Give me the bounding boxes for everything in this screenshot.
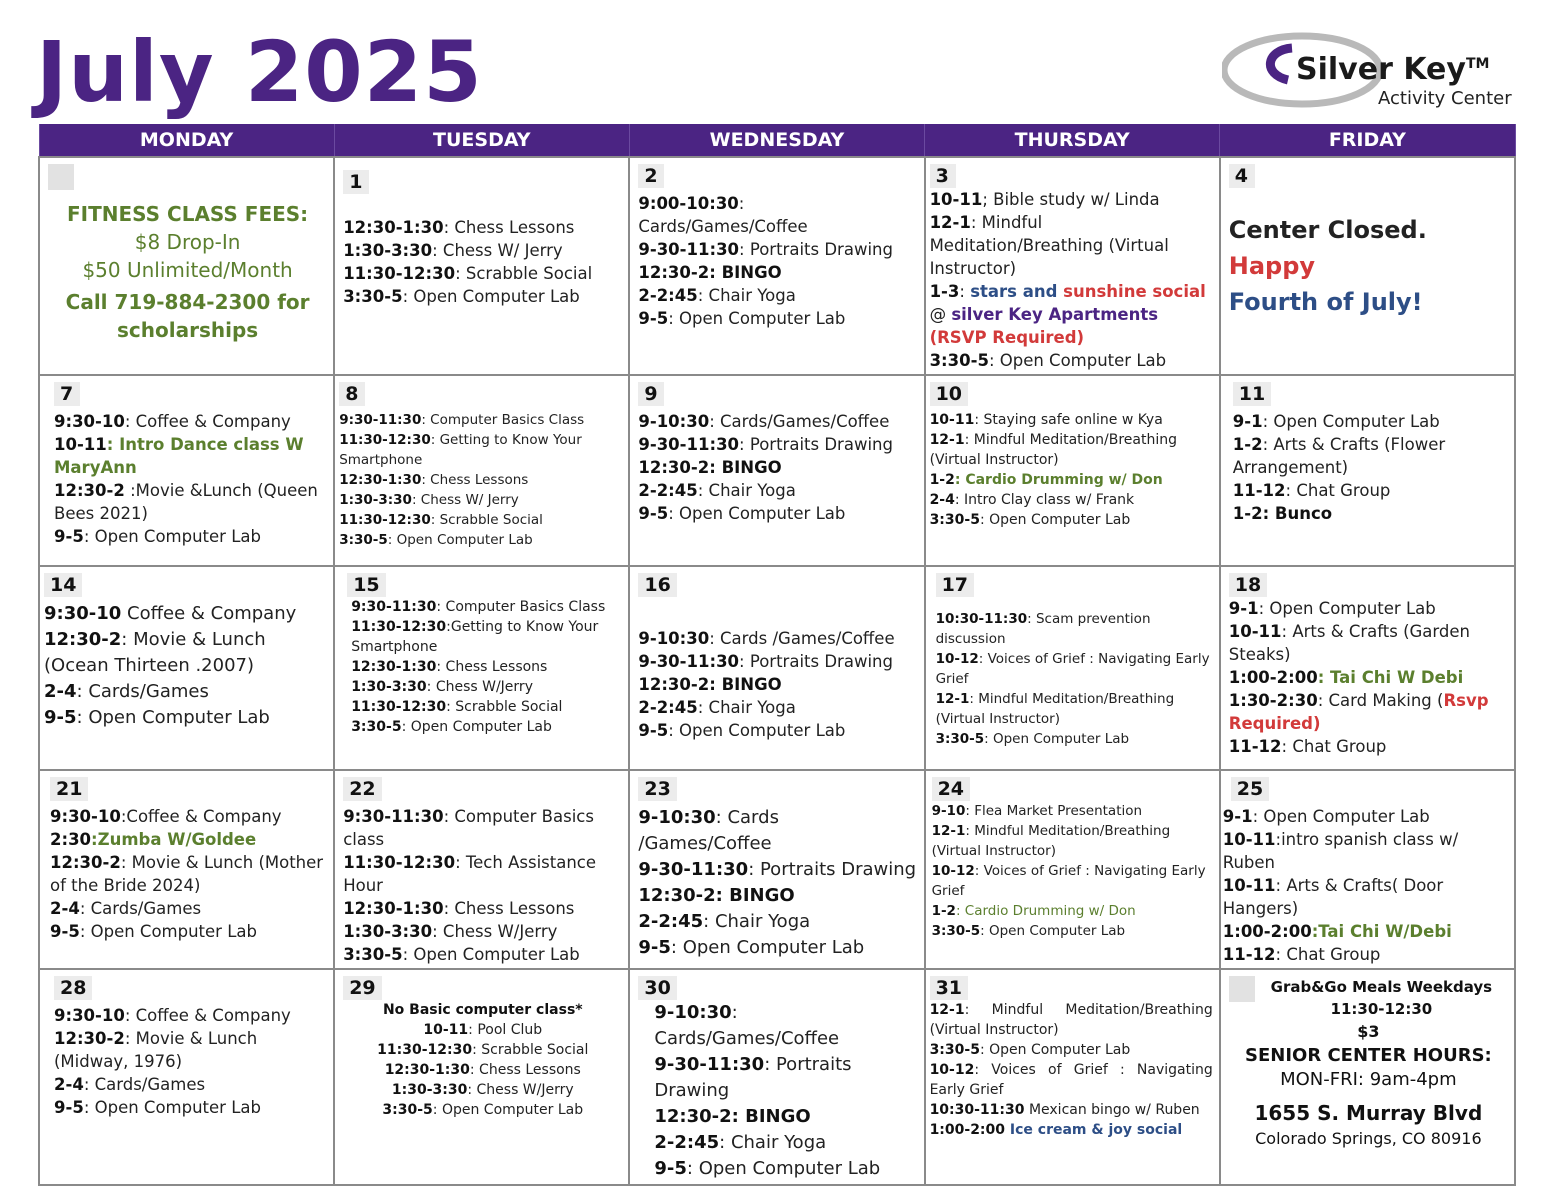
event: 9-30-11:30: Portraits Drawing bbox=[638, 652, 893, 671]
logo-subtitle: Activity Center bbox=[1378, 88, 1512, 109]
holiday-notice: Center Closed. Happy Fourth of July! bbox=[1228, 216, 1427, 316]
weekday-thursday: THURSDAY bbox=[925, 124, 1220, 157]
event: 9-1: Open Computer Lab bbox=[1228, 599, 1436, 618]
event: 10-11; Bible study w/ Linda bbox=[929, 190, 1160, 209]
event: 2-2:45: Chair Yoga bbox=[638, 911, 811, 932]
event: 12:30-1:30: Chess Lessons bbox=[351, 659, 548, 675]
center-info-cell bbox=[1220, 969, 1515, 1185]
event: 9-5: Open Computer Lab bbox=[50, 922, 257, 941]
day-number: 1 bbox=[343, 170, 369, 194]
event: 1:30-3:30: Chess W/Jerry bbox=[351, 679, 533, 695]
event: 1-2: Bunco bbox=[1232, 504, 1333, 523]
day-number: 17 bbox=[936, 573, 974, 597]
event: 9:30-11:30: Computer Basics Class bbox=[351, 599, 606, 615]
event: 9-30-11:30: Portraits Drawing bbox=[654, 1054, 852, 1101]
event: 11:30-12:30: Scrabble Social bbox=[343, 264, 593, 283]
event: 1-2: Cardio Drumming w/ Don bbox=[931, 903, 1136, 919]
event: 12-1: Mindful Meditation/Breathing (Virtual Instructor) bbox=[931, 823, 1171, 859]
day-number: 4 bbox=[1229, 164, 1255, 188]
day-cell-29 bbox=[334, 969, 629, 1185]
event: 9-1: Open Computer Lab bbox=[1222, 807, 1430, 826]
day-number: 14 bbox=[44, 573, 82, 597]
event: 3:30-5: Open Computer Lab bbox=[931, 923, 1126, 939]
event: 3:30-5: Open Computer Lab bbox=[351, 719, 552, 735]
day-number: 21 bbox=[50, 777, 88, 801]
empty-date-box bbox=[48, 164, 74, 190]
event: 1:00-2:00: Tai Chi W Debi bbox=[1228, 668, 1464, 687]
event: 12:30-2: BINGO bbox=[638, 675, 782, 694]
event: 12:30-2: Movie & Lunch (Midway, 1976) bbox=[54, 1029, 258, 1071]
event: 2-4: Intro Clay class w/ Frank bbox=[929, 492, 1135, 508]
weekday-monday: MONDAY bbox=[39, 124, 334, 157]
event: 12:30-2: BINGO bbox=[654, 1106, 811, 1127]
event: 12:30-2 :Movie &Lunch (Queen Bees 2021) bbox=[54, 481, 318, 523]
day-cell-9 bbox=[629, 375, 924, 566]
event: 11:30-12:30:Getting to Know Your Smartphone bbox=[351, 619, 599, 655]
weekday-wednesday: WEDNESDAY bbox=[629, 124, 924, 157]
day-number: 16 bbox=[638, 573, 676, 597]
event: 1-2: Arts & Crafts (Flower Arrangement) bbox=[1232, 435, 1446, 477]
center-info: Grab&Go Meals Weekdays 11:30-12:30 $3 SENIOR CENTER HOURS: MON-FRI: 9am-4pm 1655 S. Murray Blvd Colorado Springs, CO 80916 bbox=[1245, 978, 1493, 1148]
event: 12:30-1:30: Chess Lessons bbox=[343, 899, 575, 918]
event: 2-4: Cards/Games bbox=[44, 681, 209, 702]
event: 11:30-12:30: Scrabble Social bbox=[351, 699, 563, 715]
event: 12:30-2: Movie & Lunch (Ocean Thirteen .2007) bbox=[44, 629, 266, 676]
day-number: 28 bbox=[54, 976, 92, 1000]
day-cell-17 bbox=[925, 566, 1220, 770]
event: 10-12: Voices of Grief : Navigating Early Grief bbox=[929, 1062, 1213, 1098]
day-number: 7 bbox=[54, 382, 80, 406]
day-cell-11 bbox=[1220, 375, 1515, 566]
day-cell-3 bbox=[925, 157, 1220, 375]
event: 10:30-11:30 Mexican bingo w/ Ruben bbox=[929, 1102, 1200, 1118]
event: 3:30-5: Open Computer Lab bbox=[339, 532, 533, 548]
event: 9-5: Open Computer Lab bbox=[654, 1158, 881, 1179]
event: 9-5: Open Computer Lab bbox=[44, 707, 270, 728]
weekday-friday: FRIDAY bbox=[1220, 124, 1515, 157]
fees-cell bbox=[39, 157, 334, 375]
event: 2-4: Cards/Games bbox=[54, 1075, 206, 1094]
day-cell-30 bbox=[629, 969, 924, 1185]
week-row bbox=[39, 969, 1515, 1185]
day-number: 22 bbox=[343, 777, 381, 801]
event: 9-5: Open Computer Lab bbox=[54, 1098, 261, 1117]
day-cell-4 bbox=[1220, 157, 1515, 375]
day-cell-1 bbox=[334, 157, 629, 375]
event: 12:30-1:30: Chess Lessons bbox=[343, 218, 575, 237]
event: 9:00-10:30: Cards/Games/Coffee bbox=[638, 194, 808, 236]
day-number: 9 bbox=[638, 382, 664, 406]
event: 9-5: Open Computer Lab bbox=[638, 504, 846, 523]
event: 2-4: Cards/Games bbox=[50, 899, 202, 918]
day-number: 15 bbox=[347, 573, 385, 597]
event: 3:30-5: Open Computer Lab bbox=[935, 731, 1130, 747]
event: 11:30-12:30: Scrabble Social bbox=[377, 1042, 589, 1058]
event: 9-5: Open Computer Lab bbox=[638, 309, 846, 328]
event: 2-2:45: Chair Yoga bbox=[654, 1132, 827, 1153]
empty-date-box bbox=[1229, 976, 1255, 1002]
event: 11:30-12:30: Tech Assistance Hour bbox=[343, 853, 597, 895]
event: 11-12: Chat Group bbox=[1232, 481, 1391, 500]
event: 9-5: Open Computer Lab bbox=[54, 527, 261, 546]
event: 1-2: Cardio Drumming w/ Don bbox=[929, 472, 1163, 488]
event: 3:30-5: Open Computer Lab bbox=[929, 1042, 1131, 1058]
event: 11:30-12:30: Scrabble Social bbox=[339, 512, 543, 528]
day-cell-24 bbox=[925, 770, 1220, 969]
event: 11-12: Chat Group bbox=[1228, 737, 1387, 756]
day-number: 11 bbox=[1233, 382, 1271, 406]
calendar-grid bbox=[38, 124, 1516, 1186]
event: 12:30-2: BINGO bbox=[638, 458, 782, 477]
event: 2-2:45: Chair Yoga bbox=[638, 286, 796, 305]
event: 9:30-10: Coffee & Company bbox=[54, 412, 291, 431]
event: 3:30-5: Open Computer Lab bbox=[929, 351, 1167, 370]
event: 10-11: Arts & Crafts (Garden Steaks) bbox=[1228, 622, 1470, 664]
day-number: 2 bbox=[638, 164, 664, 188]
event: 1:00-2:00:Tai Chi W/Debi bbox=[1222, 922, 1452, 941]
week-row bbox=[39, 157, 1515, 375]
event: 10-11: Pool Club bbox=[423, 1022, 543, 1038]
day-cell-25 bbox=[1220, 770, 1515, 969]
day-cell-23 bbox=[629, 770, 924, 969]
weekday-header-row bbox=[39, 124, 1515, 157]
day-number: 29 bbox=[343, 976, 381, 1000]
event: 10-11: Intro Dance class W MaryAnn bbox=[54, 435, 304, 477]
no-class-note: No Basic computer class* bbox=[382, 1002, 583, 1018]
event: 9-10:30: Cards/Games/Coffee bbox=[654, 1002, 840, 1049]
event: 12-1: Mindful Meditation/Breathing (Virtual Instructor) bbox=[929, 1002, 1213, 1038]
event: 10-11: Arts & Crafts( Door Hangers) bbox=[1222, 876, 1444, 918]
day-number: 31 bbox=[930, 976, 968, 1000]
day-cell-2 bbox=[629, 157, 924, 375]
day-cell-8 bbox=[334, 375, 629, 566]
event: 3:30-5: Open Computer Lab bbox=[343, 945, 580, 964]
event: 9-5: Open Computer Lab bbox=[638, 937, 865, 958]
day-cell-7 bbox=[39, 375, 334, 566]
logo-brand: Silver Key™ bbox=[1296, 52, 1490, 87]
day-cell-16 bbox=[629, 566, 924, 770]
day-cell-31 bbox=[925, 969, 1220, 1185]
event: 12:30-1:30: Chess Lessons bbox=[384, 1062, 581, 1078]
weekday-tuesday: TUESDAY bbox=[334, 124, 629, 157]
event: 1:30-2:30: Card Making (Rsvp Required) bbox=[1228, 691, 1489, 733]
event: 9-10: Flea Market Presentation bbox=[931, 803, 1143, 819]
day-cell-15 bbox=[334, 566, 629, 770]
event: 12:30-1:30: Chess Lessons bbox=[339, 472, 529, 488]
event: 9-1: Open Computer Lab bbox=[1232, 412, 1440, 431]
event: 3:30-5: Open Computer Lab bbox=[929, 512, 1131, 528]
event: 12:30-2: BINGO bbox=[638, 885, 795, 906]
event: 9:30-11:30: Computer Basics class bbox=[343, 807, 594, 849]
event: 9-10:30: Cards /Games/Coffee bbox=[638, 807, 779, 854]
day-number: 23 bbox=[638, 777, 676, 801]
event: 10-11: Staying safe online w Kya bbox=[929, 412, 1163, 428]
event: 3:30-5: Open Computer Lab bbox=[382, 1102, 584, 1118]
event: 9-30-11:30: Portraits Drawing bbox=[638, 435, 893, 454]
event: 1:30-3:30: Chess W/Jerry bbox=[391, 1082, 574, 1098]
day-number: 3 bbox=[930, 164, 956, 188]
day-number: 30 bbox=[638, 976, 676, 1000]
day-number: 25 bbox=[1231, 777, 1269, 801]
silver-key-logo bbox=[1222, 32, 1522, 112]
fitness-fees: FITNESS CLASS FEES: $8 Drop-In $50 Unlimited/Month Call 719-884-2300 for scholarships bbox=[65, 202, 310, 342]
day-cell-21 bbox=[39, 770, 334, 969]
day-number: 18 bbox=[1229, 573, 1267, 597]
event: 10:30-11:30: Scam prevention discussion bbox=[935, 611, 1151, 647]
event: 12-1: Mindful Meditation/Breathing (Virtual Instructor) bbox=[929, 432, 1177, 468]
day-cell-10 bbox=[925, 375, 1220, 566]
day-cell-18 bbox=[1220, 566, 1515, 770]
event: 11:30-12:30: Getting to Know Your Smartphone bbox=[339, 432, 582, 468]
event: 1-3: stars and sunshine social @ silver Key Apartments (RSVP Required) bbox=[929, 282, 1206, 347]
event: 9-10:30: Cards /Games/Coffee bbox=[638, 629, 895, 648]
week-row bbox=[39, 770, 1515, 969]
event: 9:30-11:30: Computer Basics Class bbox=[339, 412, 585, 428]
event: 1:30-3:30: Chess W/ Jerry bbox=[339, 492, 519, 508]
event: 9:30-10:Coffee & Company bbox=[50, 807, 282, 826]
event: 12:30-2: BINGO bbox=[638, 263, 782, 282]
day-cell-22 bbox=[334, 770, 629, 969]
event: 9-30-11:30: Portraits Drawing bbox=[638, 240, 893, 259]
day-number: 10 bbox=[930, 382, 968, 406]
event: 11-12: Chat Group bbox=[1222, 945, 1381, 964]
event: 9:30-10: Coffee & Company bbox=[54, 1006, 291, 1025]
event: 12-1: Mindful Meditation/Breathing (Virtual Instructor) bbox=[929, 213, 1169, 278]
event: 10-12: Voices of Grief : Navigating Early Grief bbox=[931, 863, 1206, 899]
event: 3:30-5: Open Computer Lab bbox=[343, 287, 580, 306]
event: 10-12: Voices of Grief : Navigating Early Grief bbox=[935, 651, 1210, 687]
day-number: 8 bbox=[339, 382, 365, 406]
day-cell-28 bbox=[39, 969, 334, 1185]
event: 12:30-2: Movie & Lunch (Mother of the Bride 2024) bbox=[50, 853, 324, 895]
day-cell-14 bbox=[39, 566, 334, 770]
event: 2:30:Zumba W/Goldee bbox=[50, 830, 257, 849]
event: 9:30-10 Coffee & Company bbox=[44, 603, 297, 624]
event: 2-2:45: Chair Yoga bbox=[638, 698, 796, 717]
event: 9-30-11:30: Portraits Drawing bbox=[638, 859, 917, 880]
event: 9-5: Open Computer Lab bbox=[638, 721, 846, 740]
event: 9-10:30: Cards/Games/Coffee bbox=[638, 412, 890, 431]
event: 1:30-3:30: Chess W/Jerry bbox=[343, 922, 558, 941]
week-row bbox=[39, 566, 1515, 770]
event: 12-1: Mindful Meditation/Breathing (Virtual Instructor) bbox=[935, 691, 1175, 727]
event: 1:30-3:30: Chess W/ Jerry bbox=[343, 241, 563, 260]
event: 10-11:intro spanish class w/ Ruben bbox=[1222, 830, 1459, 872]
event: 1:00-2:00 Ice cream & joy social bbox=[929, 1122, 1183, 1138]
day-number: 24 bbox=[932, 777, 970, 801]
week-row bbox=[39, 375, 1515, 566]
event: 2-2:45: Chair Yoga bbox=[638, 481, 796, 500]
page-title: July 2025 bbox=[36, 23, 483, 121]
